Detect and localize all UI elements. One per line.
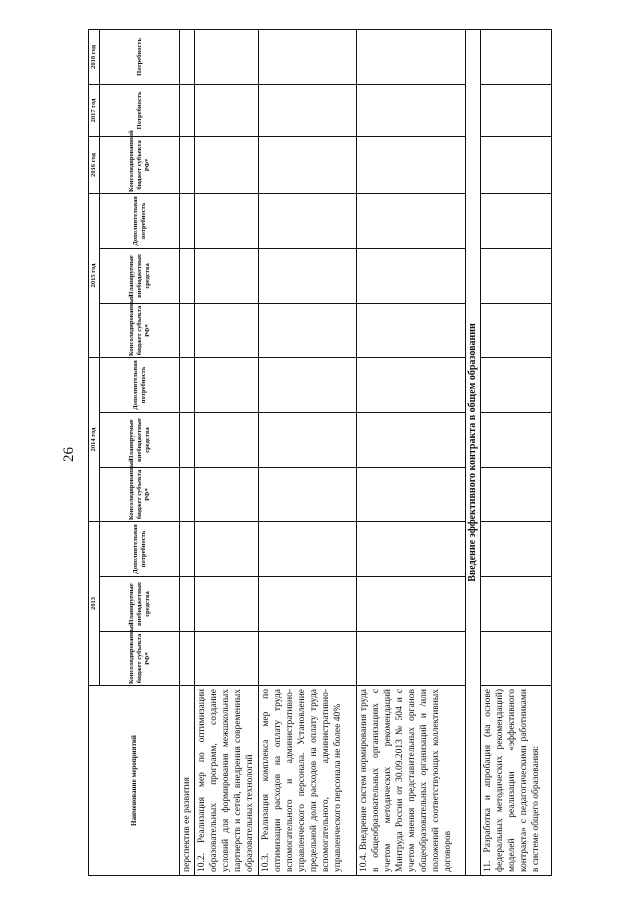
table-cell [357,412,466,467]
header-year-2017: 2017 год [89,84,100,136]
table-cell [195,248,259,303]
table-cell [180,467,195,521]
table-cell [481,136,552,193]
table-cell [195,136,259,193]
section-heading: Введение эффективного контракта в общем образовании [466,29,481,875]
table-cell [481,357,552,412]
table-cell [258,248,357,303]
subheader-planned-2014: Планируемые внебюджетные средства [100,412,180,467]
table-cell [180,521,195,576]
table-cell [180,193,195,248]
table-cell [258,193,357,248]
table-cell [195,577,259,632]
page-number: 26 [61,447,77,462]
table-cell [481,521,552,576]
table-cell [180,412,195,467]
table-cell [180,577,195,632]
table-cell [195,29,259,84]
table-cell [258,467,357,521]
row-continuation: перспектив ее развития [180,686,195,876]
subheader-consolidated-2014: Консолидированный бюджет субъекта РФ* [100,467,180,521]
table-cell [481,193,552,248]
table-cell [357,303,466,357]
table-cell [258,577,357,632]
table-cell [258,303,357,357]
table-cell [180,357,195,412]
table-cell [258,84,357,136]
table-cell [357,248,466,303]
table-cell [357,632,466,686]
table-cell [195,632,259,686]
subheader-planned-2015: Планируемые внебюджетные средства [100,248,180,303]
table-cell [357,467,466,521]
header-year-2013: 2013 [89,521,100,685]
header-year-2016: 2016 год [89,136,100,193]
subheader-need-2017: Потребность [100,84,180,136]
table-cell [195,412,259,467]
rotated-table-container [88,30,552,876]
header-measures: Наименование мероприятий [89,686,180,876]
table-cell [195,357,259,412]
table-cell [357,577,466,632]
table-cell [195,303,259,357]
table-cell [258,412,357,467]
table-cell [481,248,552,303]
table-cell [481,303,552,357]
row-11: 11. Разработка и апробация (на основе федеральных методических рекомендаций) моделей реализации «эффективного контракта» с педагогическими работниками в системе общего образования: [481,686,552,876]
table-cell [481,632,552,686]
subheader-additional-2014: Дополнительная потребность [100,357,180,412]
subheader-need-2018: Потребность [100,29,180,84]
header-year-2014: 2014 год [89,357,100,521]
table-cell [357,193,466,248]
table-cell [357,136,466,193]
table-cell [195,193,259,248]
table-cell [195,84,259,136]
table-cell [180,248,195,303]
table-cell [481,29,552,84]
table-cell [180,136,195,193]
table-cell [180,29,195,84]
table-cell [180,84,195,136]
header-year-2015: 2015 год [89,193,100,357]
table-cell [481,412,552,467]
subheader-planned-2013: Планируемые внебюджетные средства [100,577,180,632]
table-cell [357,521,466,576]
subheader-additional-2013: Дополнительная потребность [100,521,180,576]
row-10-4: 10.4. Внедрение систем нормирования труда в общеобразовательных организациях с учетом методических рекомендаций Минтруда России от 30.09.2013 № 504 и с учетом мнения представительных органов общеобразовательных организаций и /или положений соответствующих коллективных договоров [357,686,466,876]
table-cell [258,632,357,686]
table-cell [258,357,357,412]
table-cell [258,136,357,193]
table-cell [180,632,195,686]
row-10-3: 10.3. Реализация комплекса мер по оптимизации расходов на оплату труда вспомогательного и административно-управленческого персонала. Установление предельной доли расходов на оплату труда вспомогательного, административно-управленческого персонала не более 40% [258,686,357,876]
table-cell [180,303,195,357]
rotated-table-area [88,30,552,876]
table-cell [258,521,357,576]
table-cell [195,521,259,576]
table-cell [357,357,466,412]
table-cell [195,467,259,521]
table-cell [481,577,552,632]
table-cell [357,84,466,136]
subheader-consolidated-2016: Консолидированный бюджет субъекта РФ* [100,136,180,193]
row-10-2: 10.2. Реализация мер по оптимизации образовательных программ, создание условий для формирования межшкольных партнерств и сетей, внедрения современных образовательных технологий [195,686,259,876]
subheader-additional-2015: Дополнительная потребность [100,193,180,248]
table-cell [258,29,357,84]
subheader-consolidated-2015: Консолидированный бюджет субъекта РФ* [100,303,180,357]
subheader-consolidated-2013: Консолидированный бюджет субъекта РФ* [100,632,180,686]
table-cell [481,84,552,136]
header-year-2018: 2018 год [89,29,100,84]
activities-table [88,29,552,876]
table-cell [357,29,466,84]
table-cell [481,467,552,521]
